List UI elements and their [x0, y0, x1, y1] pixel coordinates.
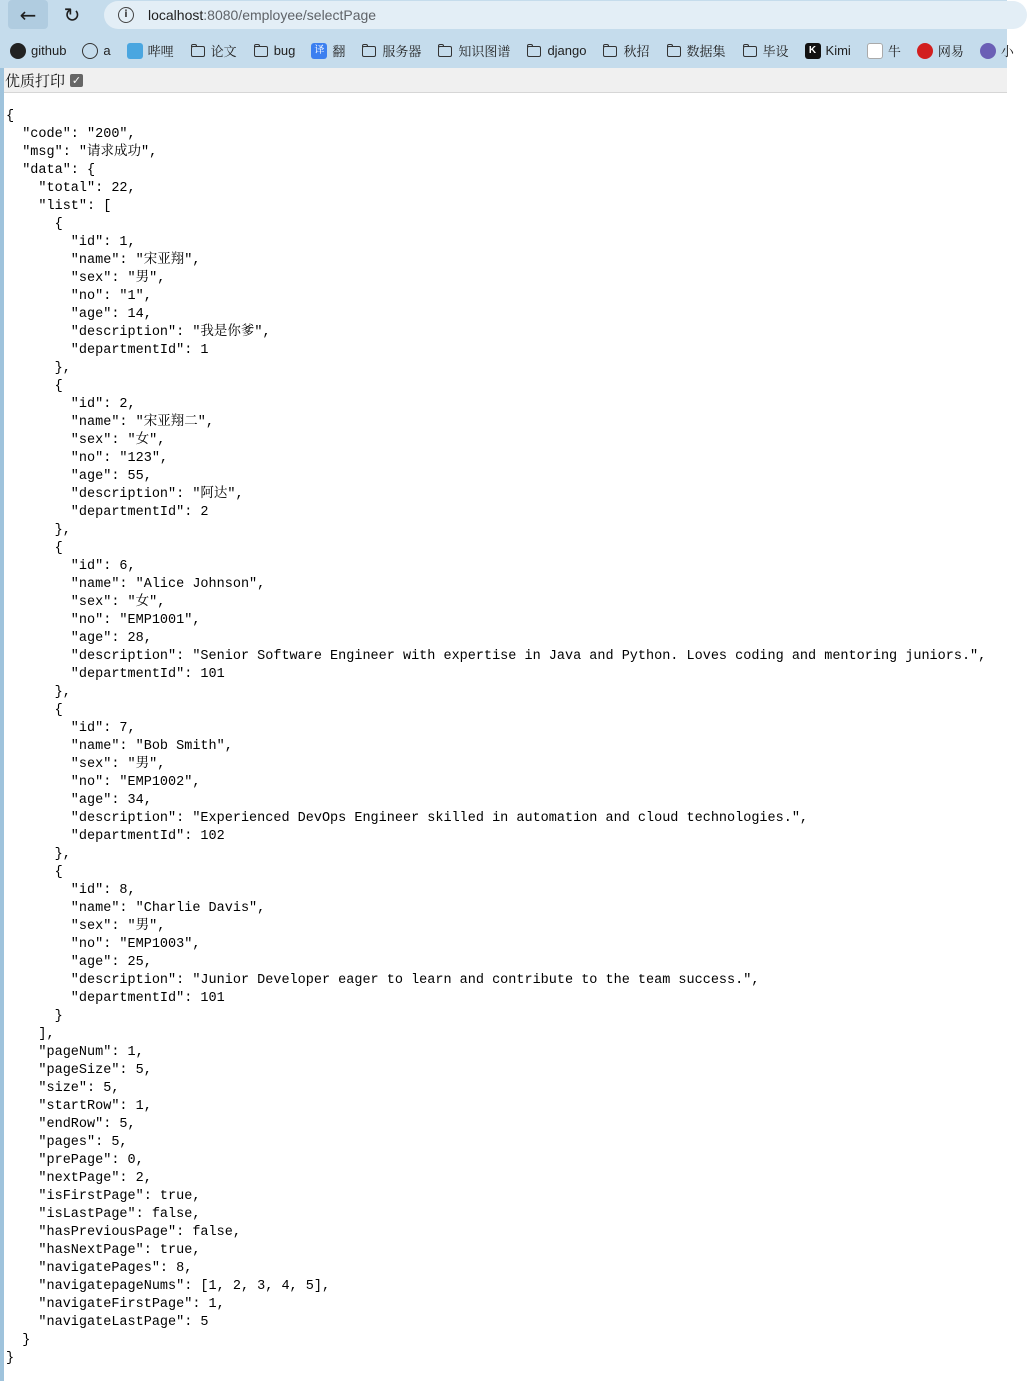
bookmark-label: 秋招	[623, 44, 650, 59]
bookmark-label: 网易	[937, 44, 964, 59]
bookmark-label: django	[547, 43, 587, 58]
github-icon	[10, 43, 26, 59]
bookmark-folder-papers[interactable]	[190, 41, 237, 60]
globe-icon	[82, 43, 98, 59]
bookmark-label: a	[103, 43, 111, 58]
window-left-edge	[0, 68, 4, 1381]
arrow-left-icon: ←	[19, 2, 37, 27]
address-bar[interactable]	[104, 1, 1027, 29]
translate-icon: 译	[311, 43, 327, 59]
bookmark-folder-thesis[interactable]	[742, 41, 789, 60]
pretty-print-label: 优质打印	[5, 71, 66, 90]
kimi-icon: K	[805, 43, 821, 59]
bookmark-label: Kimi	[825, 43, 851, 58]
folder-icon	[602, 43, 618, 59]
bookmark-label: github	[31, 43, 67, 58]
url-host: localhost	[148, 7, 204, 23]
back-button[interactable]	[8, 0, 48, 29]
bookmark-niuke[interactable]	[867, 41, 901, 60]
folder-icon	[742, 43, 758, 59]
niuke-icon	[867, 43, 883, 59]
bookmark-translate[interactable]	[311, 41, 345, 60]
bookmark-label: 数据集	[686, 44, 726, 59]
bookmark-label: 牛	[887, 44, 901, 59]
pretty-print-checkbox[interactable]: ✓	[71, 73, 82, 87]
info-icon[interactable]: i	[118, 7, 134, 23]
netease-icon	[917, 43, 933, 59]
bookmark-folder-autumn[interactable]	[602, 41, 649, 60]
bookmark-folder-server[interactable]	[361, 41, 421, 60]
bookmark-label: 知识图谱	[458, 44, 511, 59]
json-response-body: { "code": "200", "msg": "请求成功", "data": { "total": 22, "list": [ { "id": 1, "name": "宋亚翔", "sex": "男", "no": "1", "age": 14, "description": "我是你爹", "departmentId": 1 }, { "id": 2, "name": "宋亚翔二", "sex": "女", "no": "123", "age": 55, "description": "阿达", "departmentId": 2 }, { "id": 6, "name": "Alice Johnson", "sex": "女", "no": "EMP1001", "age": 28, "description": "Senior Software Engineer with expertise in Java and Python. Loves coding and mentoring juniors.", "departmentId": 101 }, { "id": 7, "name": "Bob Smith", "sex": "男", "no": "EMP1002", "age": 34, "description": "Experienced DevOps Engineer skilled in automation and cloud technologies.", "departmentId": 102 }, { "id": 8, "name": "Charlie Davis", "sex": "男", "no": "EMP1003", "age": 25, "description": "Junior Developer eager to learn and contribute to the team success.", "departmentId": 101 } ], "pageNum": 1, "pageSize": 5, "size": 5, "startRow": 1, "endRow": 5, "pages": 5, "prePage": 0, "nextPage": 2, "isFirstPage": true, "isLastPage": false, "hasPreviousPage": false, "hasNextPage": true, "navigatePages": 8, "navigatepageNums": [1, 2, 3, 4, 5], "navigateFirstPage": 1, "navigateLastPage": 5 } }	[6, 109, 987, 1366]
bookmark-a[interactable]	[82, 43, 110, 59]
bookmark-label: 毕设	[762, 44, 789, 59]
url-path: :8080/employee/selectPage	[203, 7, 377, 23]
folder-icon	[437, 43, 453, 59]
bookmark-label: bug	[273, 43, 296, 58]
bookmark-netease[interactable]	[917, 41, 964, 60]
bookmark-kimi[interactable]	[805, 43, 851, 59]
bookmark-folder-django[interactable]	[526, 43, 586, 59]
bilibili-icon	[127, 43, 143, 59]
bookmark-folder-dataset[interactable]	[666, 41, 726, 60]
bookmarks-bar	[0, 33, 1014, 68]
reload-icon: ↻	[63, 2, 81, 27]
bookmark-github[interactable]	[10, 43, 66, 59]
bookmark-label: 论文	[210, 44, 237, 59]
reload-button[interactable]	[52, 0, 92, 29]
bookmark-label: 翻	[332, 44, 346, 59]
bookmark-bilibili[interactable]	[127, 41, 174, 60]
folder-icon	[361, 43, 377, 59]
bookmark-label: 哔哩	[147, 44, 174, 59]
bookmark-app[interactable]	[980, 41, 1014, 60]
folder-icon	[190, 43, 206, 59]
bookmark-folder-kg[interactable]	[437, 41, 510, 60]
folder-icon	[253, 43, 269, 59]
pretty-print-bar	[0, 68, 1007, 93]
bookmark-label: 服务器	[382, 44, 422, 59]
folder-icon	[526, 43, 542, 59]
folder-icon	[666, 43, 682, 59]
bookmark-label: 小	[1000, 44, 1014, 59]
app-icon	[980, 43, 996, 59]
browser-toolbar	[0, 0, 1007, 33]
bookmark-folder-bug[interactable]	[253, 43, 296, 59]
